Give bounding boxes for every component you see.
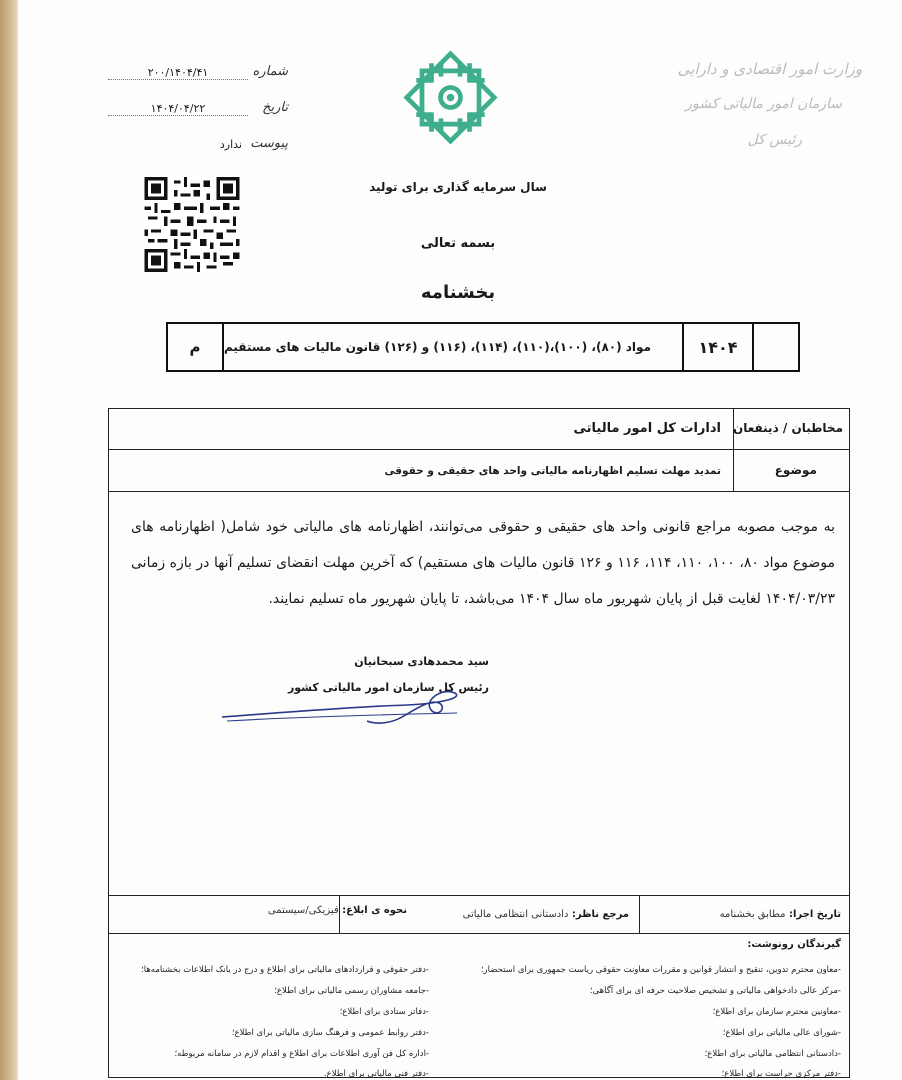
- notification-method: نحوه ی ابلاغ: فیزیکی/سیستمی: [267, 905, 407, 916]
- meta-attachment: [98, 136, 288, 158]
- scan-border: [0, 0, 18, 1080]
- attachment-value: ندارد: [219, 138, 242, 151]
- addressee-label: مخاطبان / ذینفعان: [733, 421, 843, 435]
- execution-date: تاریخ اجرا: مطابق بخشنامه: [719, 909, 841, 920]
- circular-year: ۱۴۰۴: [682, 324, 752, 370]
- meta-number: [98, 64, 288, 86]
- date-value: ۱۴۰۴/۰۴/۲۲: [108, 102, 248, 116]
- subject-label: موضوع: [774, 463, 817, 477]
- number-label: شماره: [252, 64, 288, 79]
- cc-recipient: -معاون محترم تدوین، تنقیح و انتشار قوانین و مقررات معاونت حقوقی ریاست جمهوری برای استحضار؛: [480, 965, 841, 975]
- circular-reference-table: [166, 322, 800, 372]
- office-title: رئیس کل: [747, 132, 802, 148]
- meta-date: [98, 100, 288, 122]
- circular-code: م: [189, 338, 201, 356]
- organization-name: سازمان امور مالیاتی کشور: [685, 96, 842, 112]
- row-divider: [109, 491, 849, 492]
- circular-body: به موجب مصوبه مراجع قانونی واحد های حقیقی و حقوقی می‌توانند، اظهارنامه های مالیاتی خود شامل( اظهارنامه های موضوع مواد ۸۰، ۱۰۰، ۱۱۰، ۱۱۴، ۱۱۶ و ۱۲۶ قانون مالیات های مستقیم) که آخرین مهلت انقضای تسلیم آنها در بازه زمانی ۱۴۰۴/۰۳/۲۳ لغایت قبل از پایان شهریور ماه سال ۱۴۰۴ می‌باشد، تا پایان شهریور ماه تسلیم نمایند.: [131, 519, 836, 607]
- date-label: تاریخ: [262, 100, 288, 115]
- circular-number: [752, 324, 798, 370]
- year-motto: سال سرمایه گذاری برای تولید: [369, 180, 547, 194]
- document-title: بخشنامه: [420, 282, 496, 303]
- row-divider: [109, 933, 849, 934]
- cc-recipient: -دادستانی انتظامی مالیاتی برای اطلاع؛: [704, 1049, 841, 1059]
- subject-value: تمدید مهلت تسلیم اظهارنامه مالیاتی واحد های حقیقی و حقوقی: [384, 465, 721, 477]
- signer-name: سید محمدهادی سبحانیان: [354, 655, 489, 668]
- qr-code[interactable]: [138, 177, 246, 272]
- cc-recipient: -جامعه مشاوران رسمی مالیاتی برای اطلاع؛: [274, 986, 429, 996]
- document-page: [18, 0, 902, 1080]
- row-divider: [109, 895, 849, 896]
- ministry-name: وزارت امور اقتصادی و دارایی: [677, 60, 862, 78]
- addressee-value: ادارات کل امور مالیاتی: [573, 421, 721, 436]
- cc-recipient: -دفتر روابط عمومی و فرهنگ سازی مالیاتی برای اطلاع؛: [231, 1028, 429, 1038]
- circular-form: [108, 408, 850, 1078]
- basmala: بسمه تعالی: [420, 236, 496, 251]
- attachment-label: پیوست: [250, 136, 288, 151]
- signature: [217, 677, 467, 737]
- tax-organization-logo-icon: [403, 50, 498, 145]
- cc-recipient: -اداره کل فن آوری اطلاعات برای اطلاع و اقدام لازم در سامانه مربوطه؛: [174, 1049, 429, 1059]
- cc-recipient: -مرکز عالی دادخواهی مالیاتی و تشخیص صلاحیت حرفه ای برای آگاهی؛: [589, 986, 841, 996]
- signer-title: رئیس کل سازمان امور مالیاتی کشور: [287, 681, 489, 694]
- column-divider: [639, 895, 640, 933]
- cc-recipients-title: گیرندگان رونوشت:: [747, 939, 841, 950]
- cc-recipient: -دفتر فنی مالیاتی برای اطلاع.: [323, 1069, 429, 1079]
- cc-recipient: -دفاتر ستادی برای اطلاع؛: [339, 1007, 429, 1017]
- supervising-authority: مرجع ناظر: دادستانی انتظامی مالیاتی: [462, 909, 629, 920]
- circular-subject-articles: مواد (۸۰)، (۱۰۰)،(۱۱۰)، (۱۱۴)، (۱۱۶) و (۱۲۶) قانون مالیات های مستقیم: [222, 324, 682, 370]
- cc-recipient: -دفتر مرکزی حراست برای اطلاع؛: [721, 1069, 841, 1079]
- cc-recipient: -شورای عالی مالیاتی برای اطلاع؛: [722, 1028, 841, 1038]
- row-divider: [109, 449, 849, 450]
- cc-recipient: -دفتر حقوقی و قراردادهای مالیاتی برای اطلاع و درج در بانک اطلاعات بخشنامه‌ها؛: [141, 965, 429, 975]
- number-value: ۲۰۰/۱۴۰۴/۴۱: [108, 66, 248, 80]
- cc-recipient: -معاونین محترم سازمان برای اطلاع؛: [712, 1007, 841, 1017]
